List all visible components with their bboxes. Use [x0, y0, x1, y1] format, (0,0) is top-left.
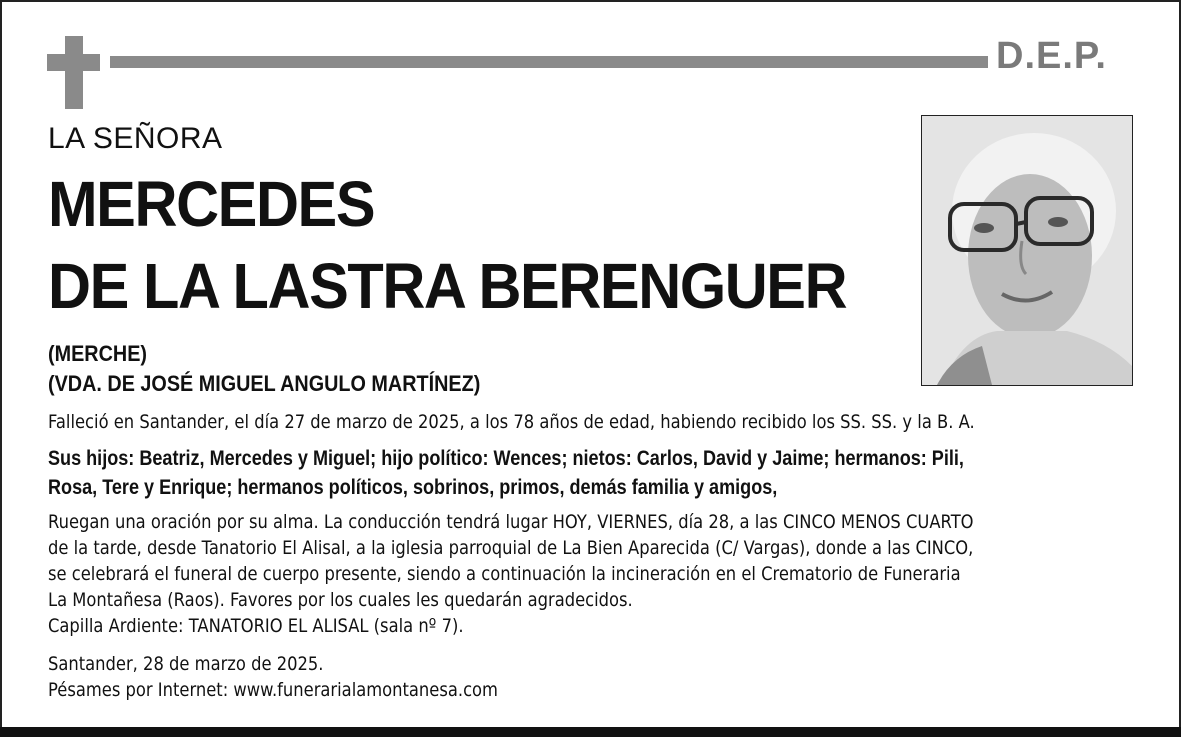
- family-line: Rosa, Tere y Enrique; hermanos políticos, sobrinos, primos, demás familia y amigos,: [48, 476, 778, 499]
- ceremony-line: La Montañesa (Raos). Favores por los cuales les quedarán agradecidos.: [48, 589, 633, 611]
- portrait-photo: [921, 115, 1133, 386]
- condolences-line: Pésames por Internet: www.funerarialamontanesa.com: [48, 679, 498, 701]
- bottom-border-bar: [0, 727, 1181, 737]
- ceremony-line: Ruegan una oración por su alma. La conducción tendrá lugar HOY, VIERNES, día 28, a las CINCO MENOS CUARTO: [48, 511, 974, 533]
- dep-label: D.E.P.: [996, 35, 1107, 77]
- deceased-name-line1: MERCEDES: [48, 168, 375, 240]
- deceased-name-line2: DE LA LASTRA BERENGUER: [48, 250, 847, 322]
- place-date: Santander, 28 de marzo de 2025.: [48, 653, 324, 675]
- nickname: (MERCHE): [48, 341, 147, 366]
- widow-of: (VDA. DE JOSÉ MIGUEL ANGULO MARTÍNEZ): [48, 371, 481, 396]
- ceremony-line: de la tarde, desde Tanatorio El Alisal, a la iglesia parroquial de La Bien Aparecida (C/ Vargas), donde a las CINCO,: [48, 537, 974, 559]
- ceremony-line: se celebrará el funeral de cuerpo presente, siendo a continuación la incineración en el Crematorio de Funeraria: [48, 563, 961, 585]
- cross-icon: [65, 36, 83, 109]
- chapel-line: Capilla Ardiente: TANATORIO EL ALISAL (sala nº 7).: [48, 615, 464, 637]
- death-notice: Falleció en Santander, el día 27 de marzo de 2025, a los 78 años de edad, habiendo recibido los SS. SS. y la B. A.: [48, 411, 975, 433]
- cross-icon-arm: [47, 54, 100, 71]
- honorific: LA SEÑORA: [48, 122, 223, 155]
- header-rule: [110, 56, 988, 68]
- family-line: Sus hijos: Beatriz, Mercedes y Miguel; hijo político: Wences; nietos: Carlos, David y Jaime; hermanos: Pili,: [48, 447, 964, 470]
